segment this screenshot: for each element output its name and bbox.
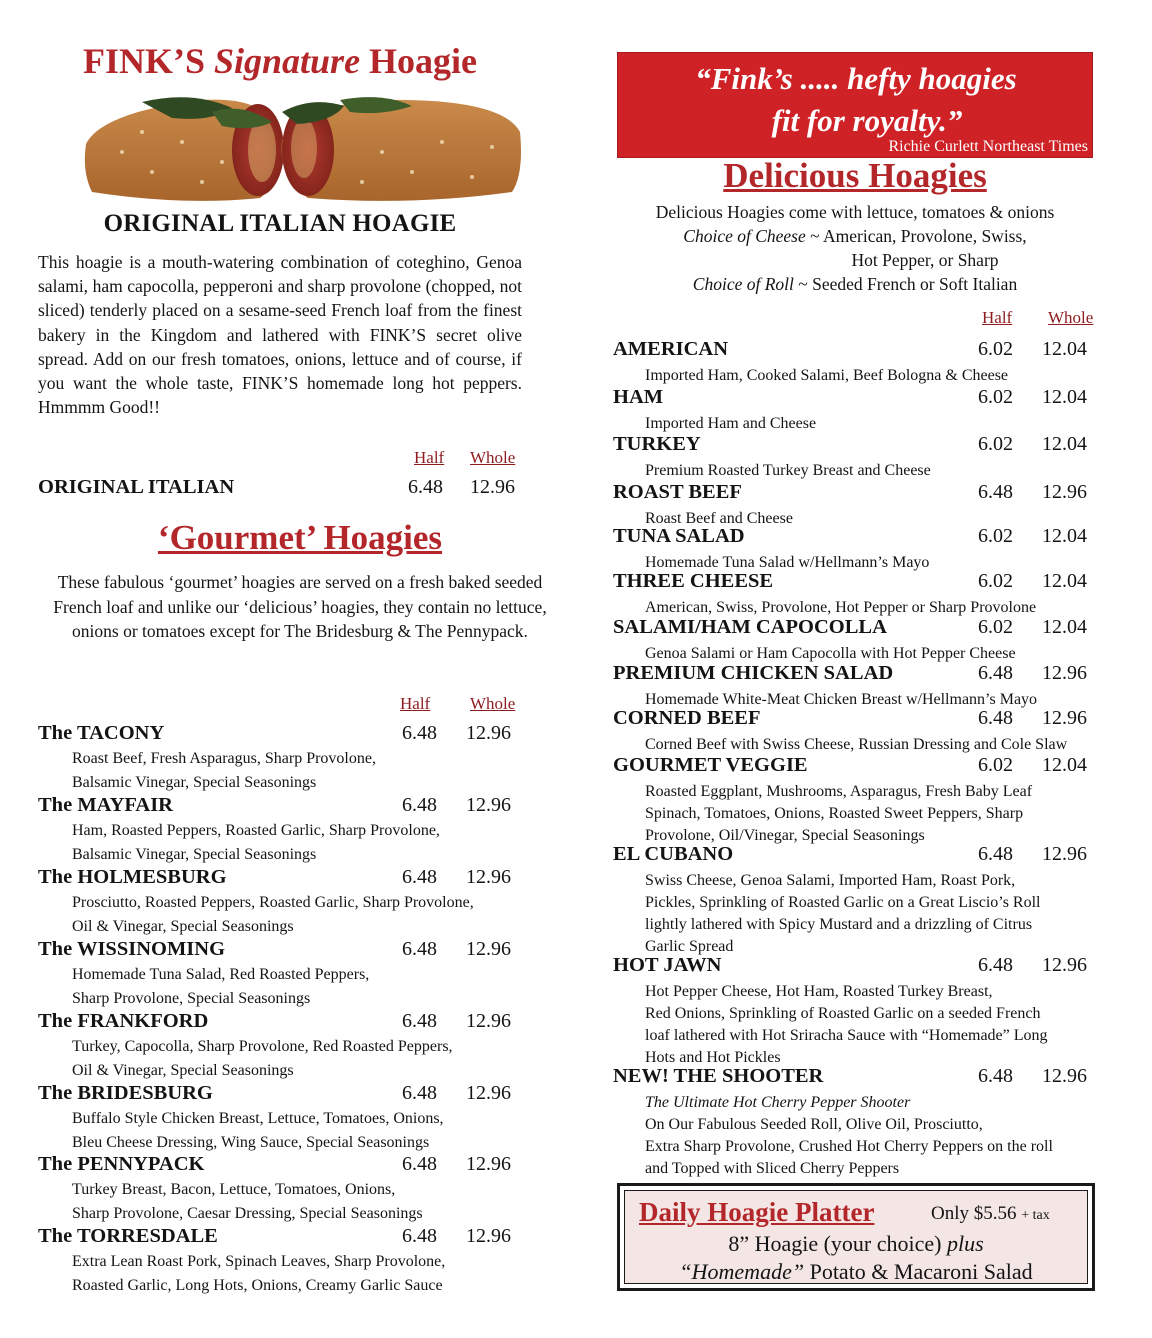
whole-price: 12.96 <box>1042 1065 1087 1087</box>
delicious-item-description: Imported Ham, Cooked Salami, Beef Bologna & Cheese <box>645 367 1009 384</box>
whole-price: 12.96 <box>466 1010 511 1032</box>
whole-price: 12.96 <box>466 1153 511 1175</box>
original-italian-heading: ORIGINAL ITALIAN HOAGIE <box>103 210 457 237</box>
gourmet-title: ‘Gourmet’ Hoagies <box>157 518 443 557</box>
platter-tax: + tax <box>1021 1208 1050 1223</box>
half-price: 6.48 <box>402 1010 437 1032</box>
gourmet-item-name <box>38 1153 204 1176</box>
quote-line-1: “Fink’s ..... hefty hoagies <box>695 61 1017 96</box>
half-price: 6.02 <box>978 338 1013 360</box>
gourmet-item-description: Sharp Provolone, Special Seasonings <box>72 990 311 1007</box>
signature-title-mid: Signature <box>213 41 361 81</box>
delicious-item-description: Imported Ham and Cheese <box>645 415 817 432</box>
delicious-item-description: Roast Beef and Cheese <box>645 510 793 527</box>
delicious-info <box>600 200 1110 296</box>
whole-price: 12.96 <box>1042 481 1087 503</box>
delicious-item-name: TURKEY <box>613 433 701 455</box>
gourmet-item-prefix: The <box>38 722 73 744</box>
half-price: 6.48 <box>978 843 1013 865</box>
quote-box <box>617 52 1093 158</box>
delicious-item-name: HOT JAWN <box>613 954 722 976</box>
half-price: 6.48 <box>402 1153 437 1175</box>
gourmet-item-description: Oil & Vinegar, Special Seasonings <box>72 1062 294 1079</box>
signature-title-brand: FINK’S <box>82 41 205 81</box>
half-price: 6.48 <box>978 954 1013 976</box>
whole-price: 12.04 <box>1042 433 1087 455</box>
delicious-item-description: Homemade White-Meat Chicken Breast w/Hellmann’s Mayo <box>645 691 1038 708</box>
gourmet-item-title: PENNYPACK <box>77 1153 205 1175</box>
gourmet-item-title: HOLMESBURG <box>77 866 227 888</box>
delicious-item-description: Homemade Tuna Salad w/Hellmann’s Mayo <box>645 554 930 571</box>
half-price: 6.02 <box>978 616 1013 638</box>
whole-price: 12.96 <box>1042 954 1087 976</box>
gourmet-item-prefix: The <box>38 1153 73 1175</box>
delicious-item-description: loaf lathered with Hot Sriracha Sauce with “Homemade” Long <box>645 1027 1048 1044</box>
delicious-item-name: EL CUBANO <box>613 843 734 865</box>
gourmet-item-title: FRANKFORD <box>77 1010 209 1032</box>
delicious-item-description: Corned Beef with Swiss Cheese, Russian Dressing and Cole Slaw <box>645 736 1068 753</box>
cheese-choice-line-2: Hot Pepper, or Sharp <box>851 250 999 270</box>
gourmet-item-description: Turkey Breast, Bacon, Lettuce, Tomatoes, Onions, <box>72 1181 396 1198</box>
gourmet-item-description: Sharp Provolone, Caesar Dressing, Special Seasonings <box>72 1205 423 1222</box>
gourmet-item-name <box>38 938 225 961</box>
platter-line-2b: plus <box>947 1231 984 1256</box>
half-price: 6.48 <box>408 476 443 498</box>
delicious-item-name: THREE CHEESE <box>613 570 774 592</box>
half-price: 6.02 <box>978 386 1013 408</box>
gourmet-item-name <box>38 1225 218 1248</box>
gourmet-item-description: Roast Beef, Fresh Asparagus, Sharp Provolone, <box>72 750 376 767</box>
gourmet-item-description: Balsamic Vinegar, Special Seasonings <box>72 846 317 863</box>
delicious-item-description: Pickles, Sprinkling of Roasted Garlic on a Great Liscio’s Roll <box>645 894 1041 911</box>
half-price: 6.48 <box>978 1065 1013 1087</box>
delicious-info-line: Delicious Hoagies come with lettuce, tomatoes & onions <box>655 202 1055 222</box>
platter-line-3a: “Homemade” <box>679 1259 805 1284</box>
half-price: 6.02 <box>978 754 1013 776</box>
gourmet-item-description: Oil & Vinegar, Special Seasonings <box>72 918 294 935</box>
signature-title-end: Hoagie <box>369 41 478 81</box>
gourmet-item-name <box>38 794 173 817</box>
delicious-item-description: lightly lathered with Spicy Mustard and a drizzling of Citrus <box>645 916 1033 933</box>
half-price: 6.48 <box>402 866 437 888</box>
whole-column-header: Whole <box>470 694 516 713</box>
gourmet-item-name <box>38 1010 208 1033</box>
gourmet-item-title: BRIDESBURG <box>77 1082 213 1104</box>
gourmet-item-prefix: The <box>38 1082 73 1104</box>
daily-platter-inner <box>624 1190 1088 1284</box>
gourmet-item-description: Bleu Cheese Dressing, Wing Sauce, Special Seasonings <box>72 1134 430 1151</box>
half-price: 6.02 <box>978 433 1013 455</box>
platter-line-3b: Potato & Macaroni Salad <box>809 1259 1033 1284</box>
delicious-item-name: HAM <box>613 386 664 408</box>
whole-price: 12.04 <box>1042 338 1087 360</box>
platter-price <box>931 1203 1050 1225</box>
delicious-item-description: Red Onions, Sprinkling of Roasted Garlic on a seeded French <box>645 1005 1041 1022</box>
half-price: 6.48 <box>402 794 437 816</box>
gourmet-item-name <box>38 866 227 889</box>
whole-column-header: Whole <box>1048 308 1094 327</box>
gourmet-item-prefix: The <box>38 1225 73 1247</box>
delicious-item-description: Swiss Cheese, Genoa Salami, Imported Ham, Roast Pork, <box>645 872 1016 889</box>
half-price: 6.02 <box>978 570 1013 592</box>
half-price: 6.48 <box>402 722 437 744</box>
gourmet-item-description: Balsamic Vinegar, Special Seasonings <box>72 774 317 791</box>
signature-title <box>0 40 560 82</box>
gourmet-item-description: Homemade Tuna Salad, Red Roasted Peppers, <box>72 966 370 983</box>
half-price: 6.48 <box>978 481 1013 503</box>
delicious-item-description: American, Swiss, Provolone, Hot Pepper or Sharp Provolone <box>645 599 1037 616</box>
gourmet-item-title: TORRESDALE <box>76 1225 218 1247</box>
whole-price: 12.96 <box>466 1082 511 1104</box>
half-price: 6.48 <box>402 1082 437 1104</box>
delicious-item-description: Provolone, Oil/Vinegar, Special Seasonings <box>645 827 925 844</box>
delicious-item-subtitle: The Ultimate Hot Cherry Pepper Shooter <box>645 1094 911 1111</box>
delicious-item-name: GOURMET VEGGIE <box>613 754 808 776</box>
delicious-item-name: ROAST BEEF <box>613 481 742 503</box>
gourmet-item-prefix: The <box>38 794 73 816</box>
platter-line-2 <box>625 1231 1087 1257</box>
whole-price: 12.04 <box>1042 754 1087 776</box>
half-column-header: Half <box>982 308 1013 327</box>
half-price: 6.02 <box>978 525 1013 547</box>
quote-source: Richie Curlett Northeast Times <box>888 138 1088 155</box>
gourmet-item-prefix: The <box>38 938 73 960</box>
left-column <box>0 0 560 1338</box>
gourmet-item-description: Turkey, Capocolla, Sharp Provolone, Red Roasted Peppers, <box>72 1038 453 1055</box>
whole-price: 12.96 <box>466 722 511 744</box>
hoagie-photo <box>82 92 524 207</box>
whole-price: 12.96 <box>470 476 515 498</box>
whole-price: 12.04 <box>1042 525 1087 547</box>
gourmet-item-title: MAYFAIR <box>77 794 173 816</box>
delicious-item-description: Garlic Spread <box>645 938 734 955</box>
half-price: 6.48 <box>402 1225 437 1247</box>
whole-price: 12.96 <box>1042 843 1087 865</box>
delicious-item-name: PREMIUM CHICKEN SALAD <box>613 662 894 684</box>
half-price: 6.48 <box>402 938 437 960</box>
right-column <box>600 0 1152 1338</box>
half-price: 6.48 <box>978 707 1013 729</box>
whole-price: 12.04 <box>1042 570 1087 592</box>
delicious-item-description: Genoa Salami or Ham Capocolla with Hot Pepper Cheese <box>645 645 1016 662</box>
cheese-text: ~ American, Provolone, Swiss, <box>805 226 1027 246</box>
half-column-header: Half <box>414 448 445 467</box>
delicious-title: Delicious Hoagies <box>723 156 987 195</box>
gourmet-item-description: Prosciutto, Roasted Peppers, Roasted Garlic, Sharp Provolone, <box>72 894 474 911</box>
platter-price-text: Only $5.56 <box>931 1203 1017 1224</box>
delicious-item-name: NEW! THE SHOOTER <box>613 1065 824 1087</box>
quote-line-2: fit for royalty.” <box>771 103 963 138</box>
cheese-label: Choice of Cheese <box>683 226 806 246</box>
whole-price: 12.96 <box>1042 707 1087 729</box>
menu-item-name: ORIGINAL ITALIAN <box>38 476 235 498</box>
delicious-item-name: SALAMI/HAM CAPOCOLLA <box>613 616 887 638</box>
delicious-item-name: TUNA SALAD <box>613 525 745 547</box>
platter-title: Daily Hoagie Platter <box>639 1197 875 1227</box>
gourmet-item-description: Extra Lean Roast Pork, Spinach Leaves, Sharp Provolone, <box>72 1253 446 1270</box>
delicious-item-name: AMERICAN <box>613 338 729 360</box>
delicious-item-description: Extra Sharp Provolone, Crushed Hot Cherry Peppers on the roll <box>645 1138 1053 1155</box>
half-column-header: Half <box>400 694 431 713</box>
whole-price: 12.96 <box>466 1225 511 1247</box>
gourmet-item-description: Ham, Roasted Peppers, Roasted Garlic, Sharp Provolone, <box>72 822 440 839</box>
delicious-item-description: Spinach, Tomatoes, Onions, Roasted Sweet Peppers, Sharp <box>645 805 1024 822</box>
whole-price: 12.04 <box>1042 616 1087 638</box>
roll-label: Choice of Roll <box>692 274 794 294</box>
whole-price: 12.96 <box>466 938 511 960</box>
delicious-item-description: Hot Pepper Cheese, Hot Ham, Roasted Turkey Breast, <box>645 983 993 1000</box>
gourmet-item-name <box>38 1082 213 1105</box>
daily-platter-box <box>617 1183 1095 1291</box>
whole-price: 12.04 <box>1042 386 1087 408</box>
original-italian-description: This hoagie is a mouth-watering combination of coteghino, Genoa salami, ham capocolla, pepperoni and sharp provolone (chopped, not sliced) tenderly placed on a sesame-seed French loaf from the finest bakery in the Kingdom and lathered with FINK’S secret olive spread. Add on our fresh tomatoes, onions, lettuce and of course, if you want the whole taste, FINK’S homemade long hot peppers. Hmmmm Good!! <box>38 252 522 418</box>
platter-line-2a: 8” Hoagie (your choice) <box>728 1231 942 1256</box>
delicious-item-description: Roasted Eggplant, Mushrooms, Asparagus, Fresh Baby Leaf <box>645 783 1033 800</box>
delicious-item-description: Hots and Hot Pickles <box>645 1049 781 1066</box>
roll-text: ~ Seeded French or Soft Italian <box>793 274 1018 294</box>
delicious-item-name: CORNED BEEF <box>613 707 761 729</box>
delicious-item-description: Premium Roasted Turkey Breast and Cheese <box>645 462 931 479</box>
delicious-item-description: and Topped with Sliced Cherry Peppers <box>645 1160 900 1177</box>
roll-choice-line <box>600 272 1110 296</box>
gourmet-intro: These fabulous ‘gourmet’ hoagies are served on a fresh baked seeded French loaf and unlike our ‘delicious’ hoagies, they contain no lettuce, onions or tomatoes except for The Bridesburg & The Pennypack. <box>53 572 547 642</box>
platter-line-3 <box>625 1259 1087 1285</box>
whole-column-header: Whole <box>470 448 516 467</box>
gourmet-item-name <box>38 722 164 745</box>
gourmet-item-description: Buffalo Style Chicken Breast, Lettuce, Tomatoes, Onions, <box>72 1110 444 1127</box>
delicious-item-description: On Our Fabulous Seeded Roll, Olive Oil, Prosciutto, <box>645 1116 983 1133</box>
whole-price: 12.96 <box>466 794 511 816</box>
whole-price: 12.96 <box>466 866 511 888</box>
gourmet-item-title: TACONY <box>76 722 165 744</box>
gourmet-item-prefix: The <box>38 866 73 888</box>
gourmet-item-prefix: The <box>38 1010 73 1032</box>
cheese-choice-line <box>600 224 1110 248</box>
gourmet-item-description: Roasted Garlic, Long Hots, Onions, Creamy Garlic Sauce <box>72 1277 443 1294</box>
gourmet-item-title: WISSINOMING <box>76 938 226 960</box>
half-price: 6.48 <box>978 662 1013 684</box>
whole-price: 12.96 <box>1042 662 1087 684</box>
